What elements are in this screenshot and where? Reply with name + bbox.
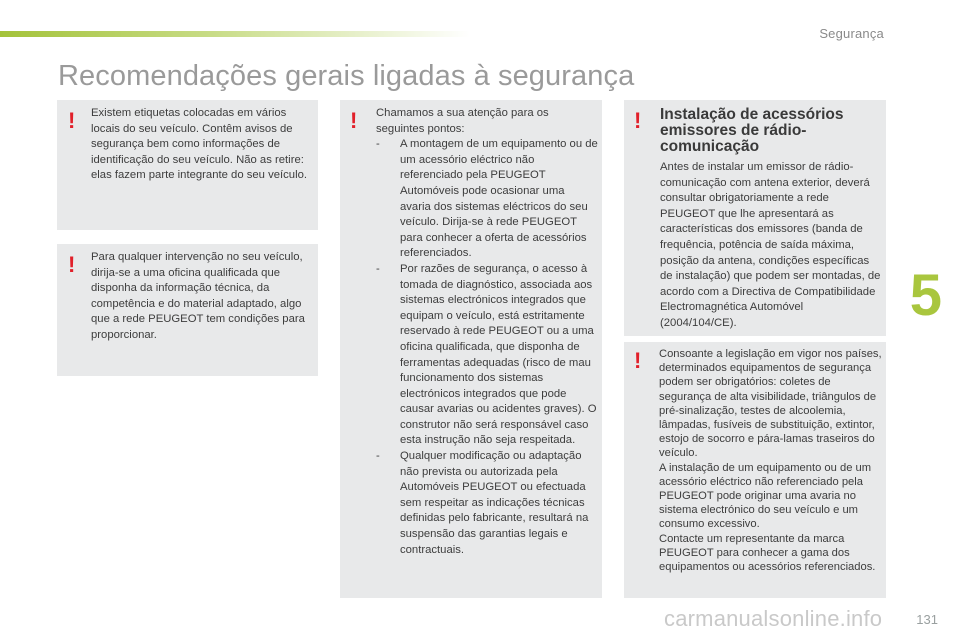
legislation-paragraph: Consoante a legislação em vigor nos países, determinados equipamentos de segurança podem ser obrigatórios: coletes de segurança de alta visibilidade, triângulos de pré-sinalização, testes de alcoolemia, lâmpadas, fusíveis de substituição, extintor, estojo de socorro e pára-lamas traseiros do veículo.: [659, 348, 882, 460]
radio-heading: Instalação de acessórios emissores de rádio-comunicação: [660, 106, 844, 155]
warning-box-intervention: [57, 244, 318, 376]
legislation-content: [659, 347, 883, 574]
watermark-logo: carmanualsonline.info: [664, 606, 883, 631]
warning-exclamation-icon: !: [350, 108, 358, 133]
attention-item: - Qualquer modificação ou adaptação não prevista ou autorizada pela Automóveis PEUGEOT ou efectuada sem respeitar as indicações técnicas definidas pelo fabricante, resultará na suspensão das garantias legais e contractuais.: [376, 449, 598, 558]
page-title: Recomendações gerais ligadas à segurança: [58, 60, 635, 92]
warning-exclamation-icon: !: [68, 108, 76, 133]
warning-exclamation-icon: !: [634, 108, 642, 133]
attention-content: [376, 106, 598, 558]
legislation-paragraph: Contacte um representante da marca PEUGEOT para conhecer a gama dos equipamentos ou acessórios referenciados.: [659, 532, 876, 574]
attention-item: - A montagem de um equipamento ou de um acessório eléctrico não referenciado pela PEUGEOT Automóveis pode ocasionar uma avaria dos sistemas eléctricos do seu veículo. Dirija-se à rede PEUGEOT para conhecer a oferta de acessórios referenciados.: [376, 137, 598, 262]
header-accent-bar: [0, 31, 470, 37]
attention-intro: Chamamos a sua atenção para os seguintes pontos:: [376, 107, 549, 135]
warning-box-radio: [624, 100, 886, 336]
warning-box-legislation: [624, 342, 886, 598]
legislation-paragraph: A instalação de um equipamento ou de um acessório eléctrico não referenciado pela PEUGEOT pode originar uma avaria no sistema electrónico do seu veículo e um consumo excessivo.: [659, 461, 872, 531]
warning-exclamation-icon: !: [68, 252, 76, 277]
attention-item: - Por razões de segurança, o acesso à tomada de diagnóstico, associada aos sistemas electrónicos integrados que equipam o veículo, está estritamente reservado à rede PEUGEOT ou a uma oficina qualificada, que disponha de ferramentas adequadas (risco de mau funcionamento dos sistemas electrónicos integrados que pode causar avarias ou acidentes graves). O construtor não será responsável caso esta instrução não seja respeitada.: [376, 262, 598, 449]
radio-text: Antes de instalar um emissor de rádio-comunicação com antena exterior, deverá consultar obrigatoriamente a rede PEUGEOT que lhe apresentará as características dos emissores (banda de frequência, potência de saída máxima, posição da antena, condições específicas de instalação) que podem ser montadas, de acordo com a Directiva de Compatibilidade Electromagnética Automóvel (2004/104/CE).: [660, 161, 881, 329]
warning-box-labels: [57, 100, 318, 230]
attention-list: [376, 137, 598, 558]
warning-text: Para qualquer intervenção no seu veículo, dirija-se a uma oficina qualificada que disponha da informação técnica, da competência e do material adaptado, algo que a rede PEUGEOT tem condições para proporcionar.: [91, 251, 305, 341]
chapter-number: 5: [909, 263, 942, 328]
section-label: Segurança: [819, 26, 884, 41]
warning-text: Existem etiquetas colocadas em vários locais do seu veículo. Contêm avisos de segurança bem como informações de identificação do seu veículo. Não as retire: elas fazem parte integrante do seu veículo.: [91, 107, 308, 182]
warning-exclamation-icon: !: [634, 348, 642, 373]
page-number: 131: [916, 612, 938, 627]
warning-box-attention: [340, 100, 602, 598]
